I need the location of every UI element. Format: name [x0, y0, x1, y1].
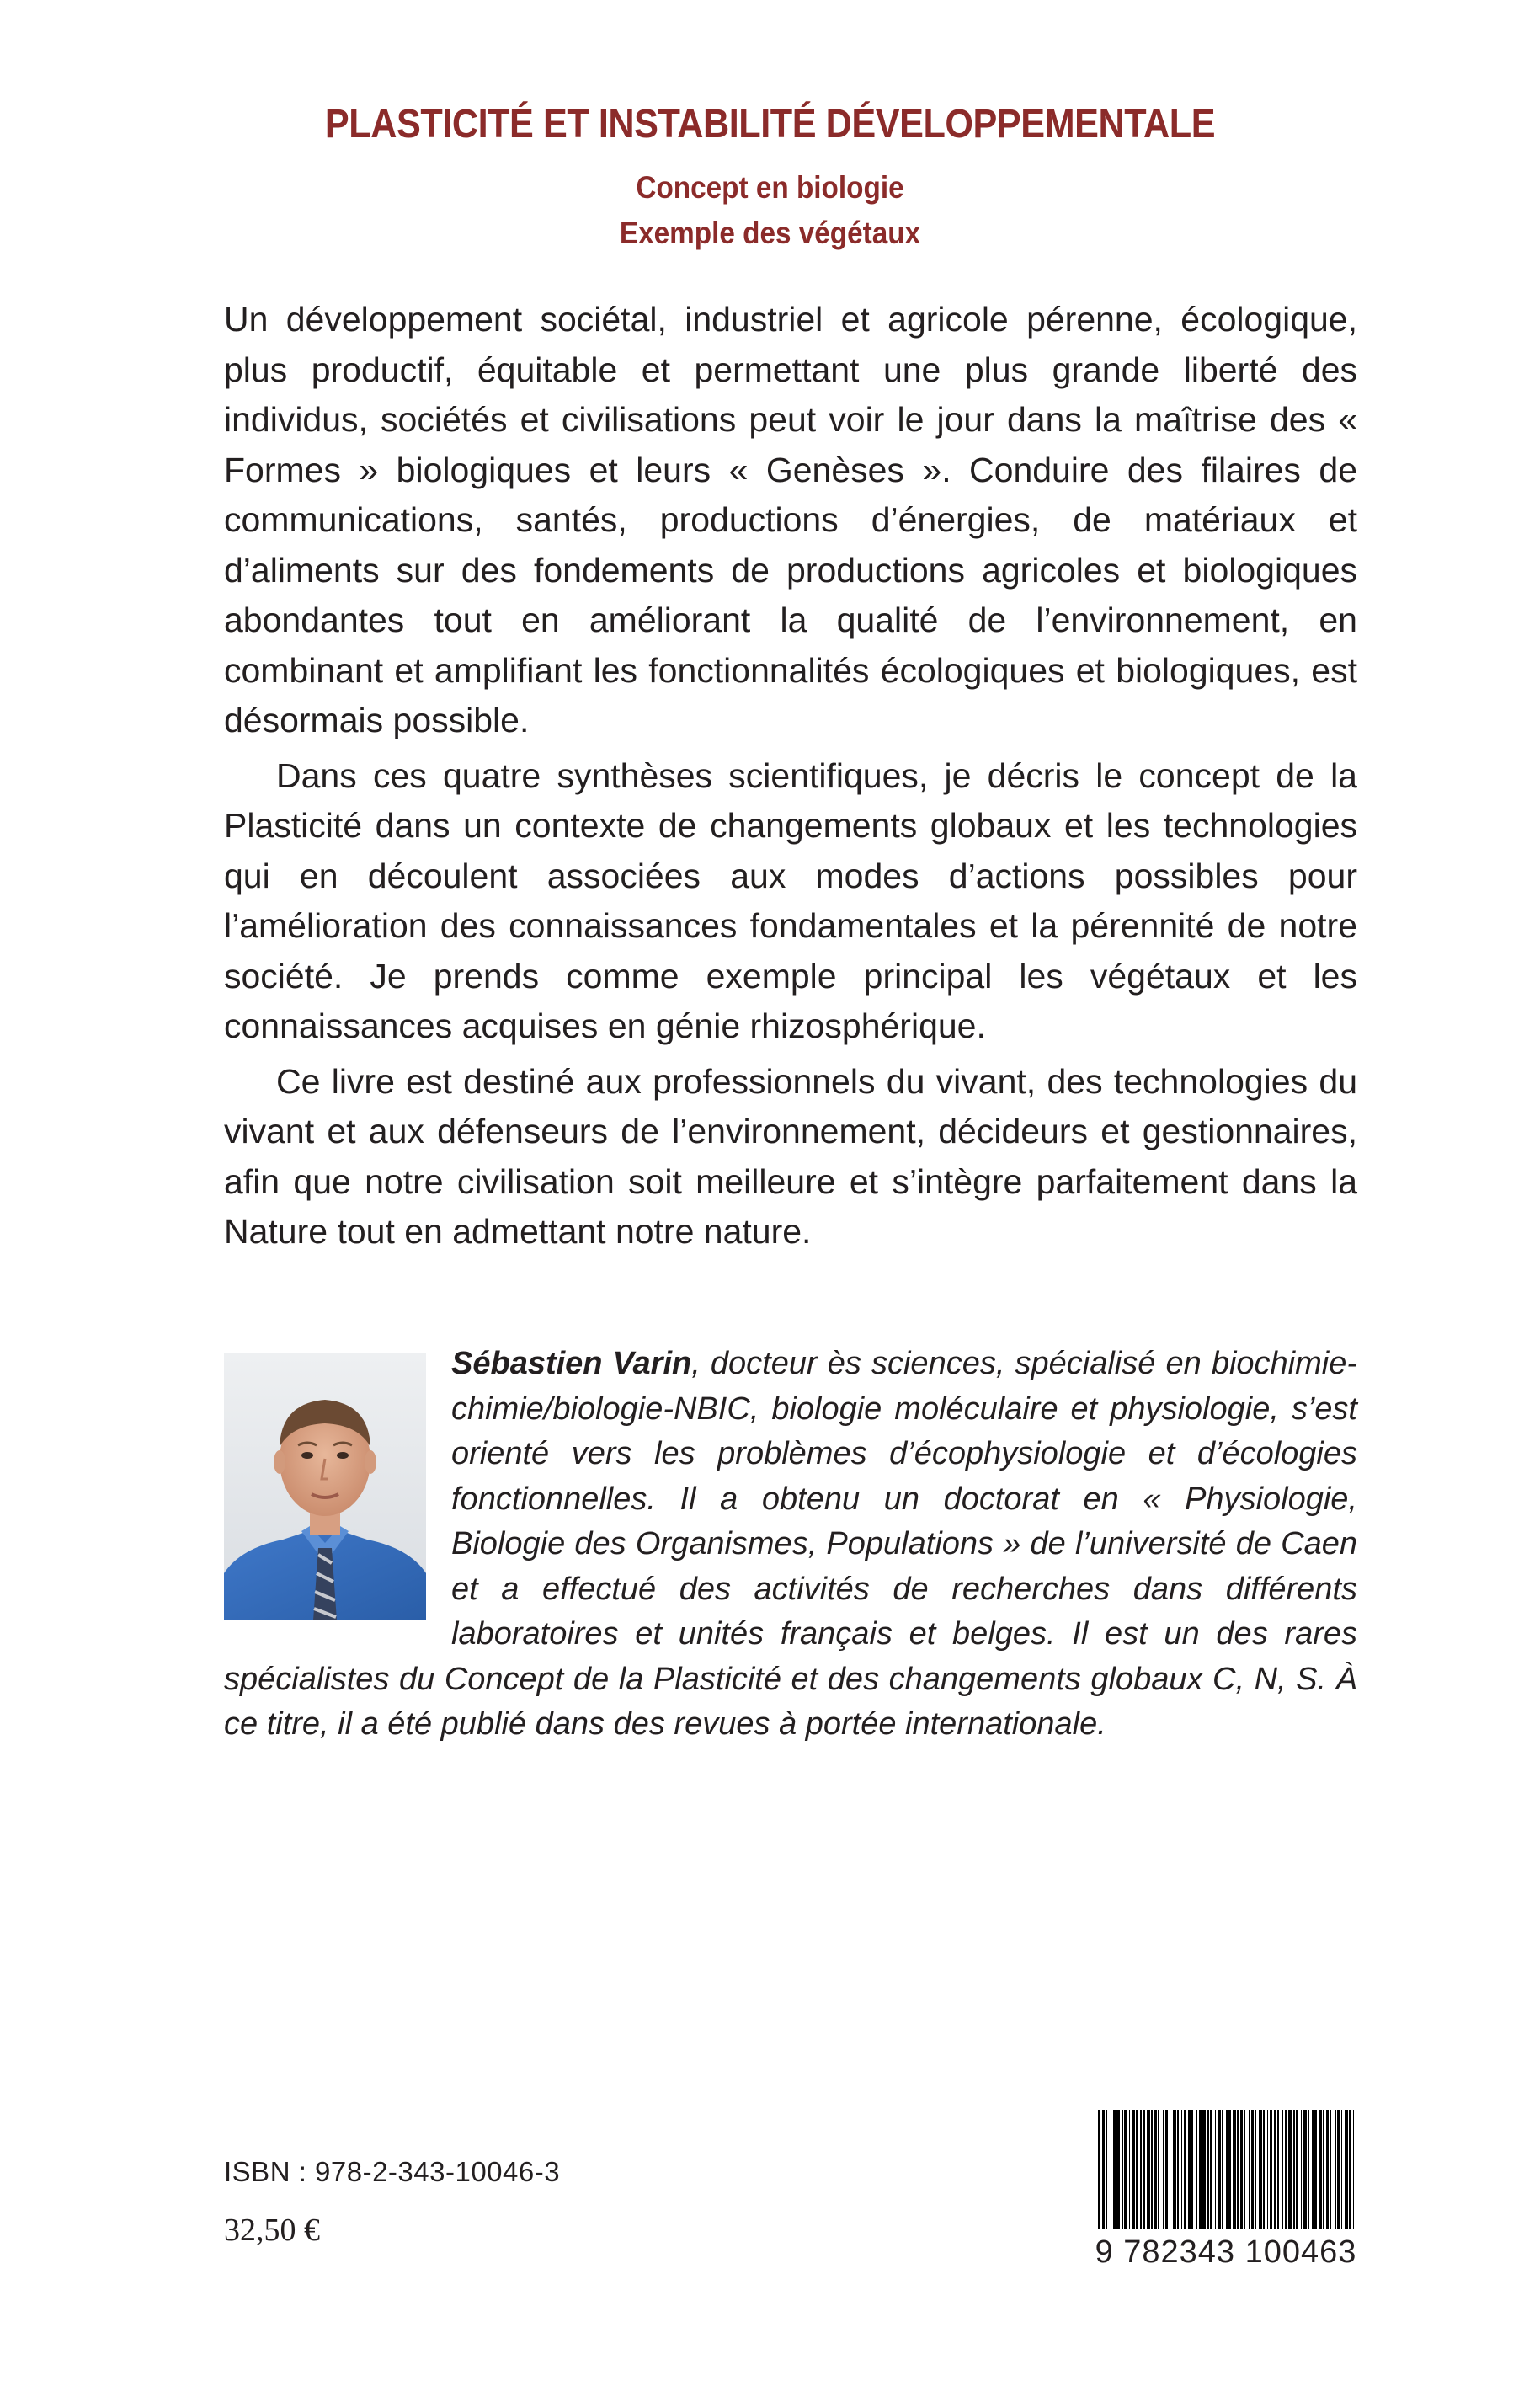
- author-photo: [224, 1353, 426, 1620]
- author-name: Sébastien Varin: [451, 1346, 692, 1381]
- author-biography: [224, 1342, 1357, 1748]
- blurb-paragraph-1: Un développement sociétal, industriel et agricole pérenne, écologique, plus productif, équitable et permettant une plus grande liberté des individus, sociétés et civilisations peut voir le jour dans la maîtrise des « Formes » biologiques et leurs « Genèses ». Conduire des filaires de communications, santés, productions d’énergies, de matériaux et d’aliments sur des fondements de productions agricoles et biologiques abondantes tout en améliorant la qualité de l’environnement, en combinant et amplifiant les fonctionnalités écologiques et biologiques, est désormais possible.: [224, 300, 1357, 739]
- blurb-paragraph-2: Dans ces quatre synthèses scientifiques, je décris le concept de la Plasticité dans un contexte de changements globaux et les technologies qui en découlent associées aux modes d’actions possibles pour l’amélioration des connaissances fondamentales et la pérennité de notre société. Je prends comme exemple principal les végétaux et les connaissances acquises en génie rhizosphérique.: [224, 755, 1357, 1045]
- author-portrait-image: [224, 1353, 426, 1620]
- book-subtitle-example: Exemple des végétaux: [619, 216, 921, 250]
- book-title: PLASTICITÉ ET INSTABILITÉ DÉVELOPPEMENTALE: [324, 102, 1216, 147]
- isbn: ISBN : 978-2-343-10046-3: [224, 2156, 561, 2187]
- barcode-number: 9 782343 100463: [1095, 2229, 1357, 2276]
- blurb: [224, 295, 1357, 1262]
- price: 32,50 €: [224, 2213, 320, 2248]
- author-bio-text: , docteur ès sciences, spécialisé en biochimie-chimie/biologie-NBIC, biologie moléculaire et physiologie, s’est orienté vers les problèmes d’écophysiologie et d’écologies fonctionnelles. Il a obtenu un doctorat en « Physiologie, Biologie des Organismes, Populations » de l’université de Caen et a effectué des activités de recherches dans différents laboratoires et unités français et belges. Il est un des rares spécialistes du Concept de la Plasticité et des changements globaux C, N, S. À ce titre, il a été publié dans des revues à portée internationale.: [224, 1346, 1357, 1742]
- blurb-paragraph-3: Ce livre est destiné aux professionnels du vivant, des technologies du vivant et aux défenseurs de l’environnement, décideurs et gestionnaires, afin que notre civilisation soit meilleure et s’intègre parfaitement dans la Nature tout en admettant notre nature.: [224, 1061, 1357, 1251]
- book-subtitle-concept: Concept en biologie: [636, 170, 904, 205]
